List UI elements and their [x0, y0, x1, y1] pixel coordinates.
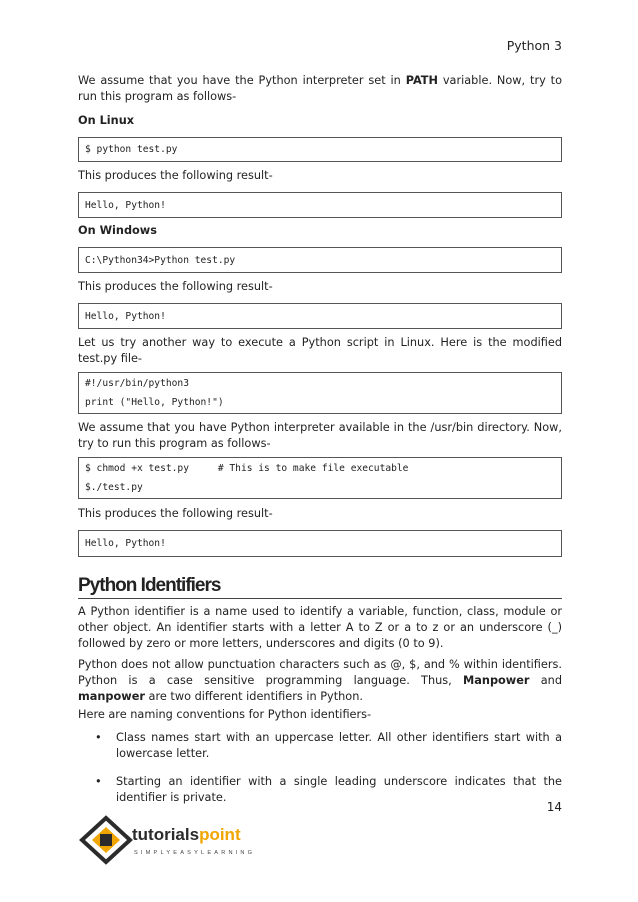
naming-conventions-intro: Here are naming conventions for Python identifiers- — [78, 708, 372, 721]
manpower-upper: Manpower — [463, 674, 530, 687]
section-title: Python Identifiers — [78, 575, 562, 599]
intro-paragraph: We assume that you have the Python interpreter set in PATH variable. Now, try to run this program as follows- — [78, 74, 562, 103]
result-block-1 — [78, 192, 562, 218]
result-block-3 — [78, 530, 562, 557]
code-block-windows — [78, 247, 562, 273]
logo-tagline: SIMPLYEASYLEARNING — [134, 850, 256, 856]
code-block-linux — [78, 137, 562, 162]
case-sensitivity-paragraph: Python does not allow punctuation characters such as @, $, and % within identifiers. Python is a case sensitive programming language. Thus, Manpower and manpower are two different identifiers in Python. — [78, 658, 562, 703]
code-line: Hello, Python! — [85, 199, 166, 211]
on-windows-heading: On Windows — [78, 224, 157, 237]
result-block-2 — [78, 303, 562, 329]
on-linux-heading: On Linux — [78, 114, 135, 127]
code-line: $ chmod +x test.py # This is to make file executable — [85, 463, 409, 474]
logo-mark-icon — [78, 810, 268, 870]
code-line: Hello, Python! — [85, 310, 166, 322]
code-block-chmod — [78, 457, 562, 499]
produces-result-1: This produces the following result- — [78, 169, 273, 182]
produces-result-2: This produces the following result- — [78, 280, 273, 293]
produces-result-3: This produces the following result- — [78, 507, 273, 520]
code-line: $./test.py — [85, 482, 143, 493]
tutorialspoint-logo — [78, 810, 268, 870]
naming-conventions-list — [78, 730, 562, 806]
path-keyword: PATH — [405, 74, 438, 87]
page-number: 14 — [546, 800, 562, 814]
code-line: print ("Hello, Python!") — [85, 397, 224, 408]
code-line: C:\Python34>Python test.py — [85, 254, 236, 266]
code-line: $ python test.py — [85, 144, 178, 155]
list-item: • Class names start with an uppercase letter. All other identifiers start with a lowercase letter. — [78, 730, 562, 762]
logo-wordmark: tutorialspoint — [132, 825, 241, 844]
another-way-paragraph: Let us try another way to execute a Python script in Linux. Here is the modified test.py file- — [78, 336, 562, 365]
code-line: Hello, Python! — [85, 538, 166, 549]
code-line: #!/usr/bin/python3 — [85, 378, 189, 389]
usr-bin-paragraph: We assume that you have Python interpreter available in the /usr/bin directory. Now, try to run this program as follows- — [78, 421, 562, 450]
manpower-lower: manpower — [78, 690, 145, 703]
code-block-script — [78, 372, 562, 414]
list-item: • Starting an identifier with a single leading underscore indicates that the identifier is private. — [78, 774, 562, 806]
identifier-definition-paragraph: A Python identifier is a name used to identify a variable, function, class, module or other object. An identifier starts with a letter A to Z or a to z or an underscore (_) followed by zero or more letters, underscores and digits (0 to 9). — [78, 605, 562, 650]
running-header: Python 3 — [506, 38, 562, 53]
